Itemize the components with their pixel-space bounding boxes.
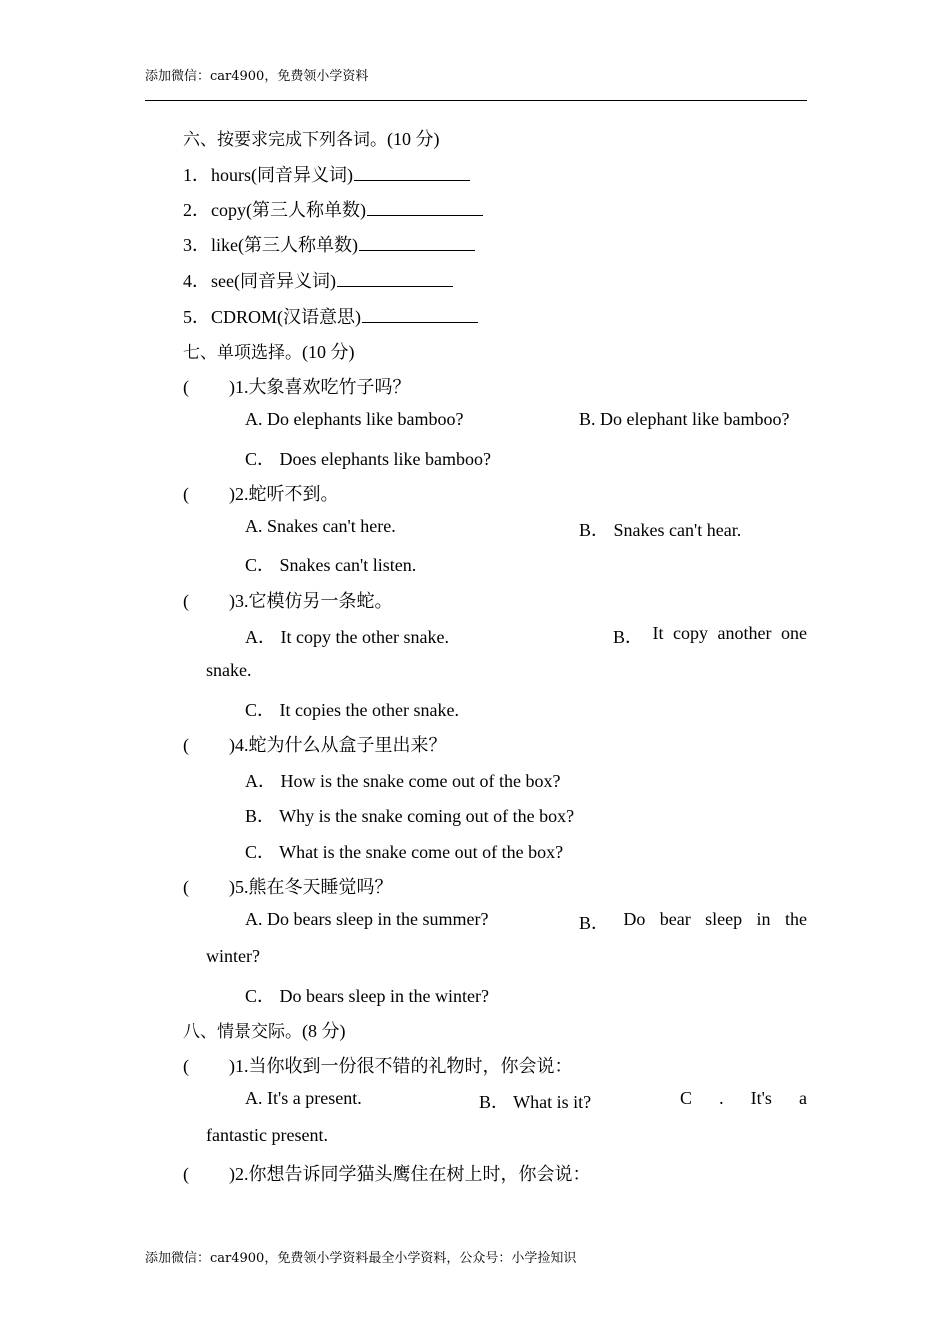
question-stem — [183, 587, 393, 613]
header-rule — [145, 100, 807, 101]
section6-score: (10 分) — [387, 129, 440, 149]
answer-paren[interactable]: ( — [183, 735, 189, 755]
option-c-word: It's — [750, 1088, 772, 1108]
item-number: 5． — [183, 307, 210, 327]
question-stem — [183, 373, 411, 399]
answer-paren[interactable]: ( — [183, 591, 189, 611]
option-c — [680, 1088, 807, 1109]
option-c-word: . — [719, 1088, 724, 1108]
option-b-continuation: winter? — [206, 946, 260, 966]
section6-item — [183, 231, 475, 257]
option-a: A． It copy the other snake. — [245, 627, 449, 647]
option-b-word: B． — [613, 627, 644, 647]
option-b-word: It — [652, 623, 664, 643]
section8-score: (8 分) — [302, 1021, 346, 1041]
stem-text: )1.当你收到一份很不错的礼物时，你会说： — [229, 1056, 573, 1076]
page-footer: 添加微信：car4900，免费领小学资料最全小学资料，公众号：小学捡知识 — [145, 1251, 577, 1266]
option-b-continuation: snake. — [206, 660, 252, 680]
section6-heading — [183, 125, 440, 151]
option-b: B． What is it? — [479, 1092, 592, 1112]
option-b-word: sleep — [705, 909, 743, 929]
question-stem — [183, 480, 339, 506]
answer-paren[interactable]: ( — [183, 377, 189, 397]
option-c-word: a — [799, 1088, 807, 1108]
item-number: 1． — [183, 165, 210, 185]
stem-text: )4.蛇为什么从盒子里出来？ — [229, 735, 447, 755]
option-c: C． Snakes can't listen. — [245, 555, 417, 575]
item-number: 3． — [183, 235, 210, 255]
option-b-word: another — [717, 623, 772, 643]
section8-heading — [183, 1017, 346, 1043]
answer-blank[interactable] — [362, 321, 478, 323]
answer-paren[interactable]: ( — [183, 1056, 189, 1076]
item-text: hours(同音异义词) — [211, 165, 353, 185]
stem-text: )1.大象喜欢吃竹子吗？ — [229, 377, 411, 397]
option-b — [579, 909, 807, 935]
option-b-word: copy — [673, 623, 709, 643]
option-c: C． Do bears sleep in the winter? — [245, 986, 489, 1006]
answer-blank[interactable] — [337, 285, 453, 287]
section6-item — [183, 196, 483, 222]
stem-text: )5.熊在冬天睡觉吗？ — [229, 877, 393, 897]
answer-blank[interactable] — [359, 249, 475, 251]
option-c: C． It copies the other snake. — [245, 700, 459, 720]
question-stem — [183, 1160, 591, 1186]
section7-score: (10 分) — [302, 342, 355, 362]
option-b: B. Do elephant like bamboo? — [579, 409, 790, 429]
answer-paren[interactable]: ( — [183, 1164, 189, 1184]
section6-item — [183, 303, 478, 329]
stem-text: )2.蛇听不到。 — [229, 484, 339, 504]
page-header: 添加微信：car4900，免费领小学资料 — [145, 69, 369, 84]
question-stem — [183, 873, 393, 899]
option-b-word: Do — [623, 909, 646, 929]
section8-title: 八、情景交际。 — [183, 1022, 302, 1042]
option-b-word: one — [781, 623, 807, 643]
option-a: A． How is the snake come out of the box? — [245, 771, 561, 791]
item-text: copy(第三人称单数) — [211, 200, 366, 220]
answer-paren[interactable]: ( — [183, 877, 189, 897]
option-c: C． What is the snake come out of the box? — [245, 842, 564, 862]
section6-item — [183, 161, 470, 187]
option-b: B． Why is the snake coming out of the box? — [245, 806, 575, 826]
option-a: A. Do elephants like bamboo? — [245, 409, 464, 429]
option-b — [613, 623, 807, 649]
section6-item — [183, 267, 453, 293]
answer-blank[interactable] — [367, 214, 483, 216]
option-c-word: C — [680, 1088, 693, 1108]
item-number: 4． — [183, 271, 210, 291]
option-b-word: in — [756, 909, 771, 929]
question-stem — [183, 1052, 573, 1078]
section6-title: 六、按要求完成下列各词。 — [183, 130, 387, 150]
option-c-continuation: fantastic present. — [206, 1125, 328, 1145]
option-b-word: bear — [659, 909, 691, 929]
answer-paren[interactable]: ( — [183, 484, 189, 504]
section7-title: 七、单项选择。 — [183, 343, 302, 363]
question-stem — [183, 731, 447, 757]
option-a: A. It's a present. — [245, 1088, 362, 1108]
item-text: CDROM(汉语意思) — [211, 307, 362, 327]
item-text: see(同音异义词) — [211, 271, 336, 291]
option-a: A. Do bears sleep in the summer? — [245, 909, 489, 929]
option-c: C． Does elephants like bamboo? — [245, 449, 491, 469]
item-text: like(第三人称单数) — [211, 235, 358, 255]
stem-text: )3.它模仿另一条蛇。 — [229, 591, 393, 611]
option-b-word: the — [784, 909, 807, 929]
answer-blank[interactable] — [354, 179, 470, 181]
option-b-word: B． — [579, 913, 610, 933]
section7-heading — [183, 338, 355, 364]
stem-text: )2.你想告诉同学猫头鹰住在树上时，你会说： — [229, 1164, 591, 1184]
option-a: A. Snakes can't here. — [245, 516, 396, 536]
item-number: 2． — [183, 200, 210, 220]
option-b: B． Snakes can't hear. — [579, 520, 742, 540]
